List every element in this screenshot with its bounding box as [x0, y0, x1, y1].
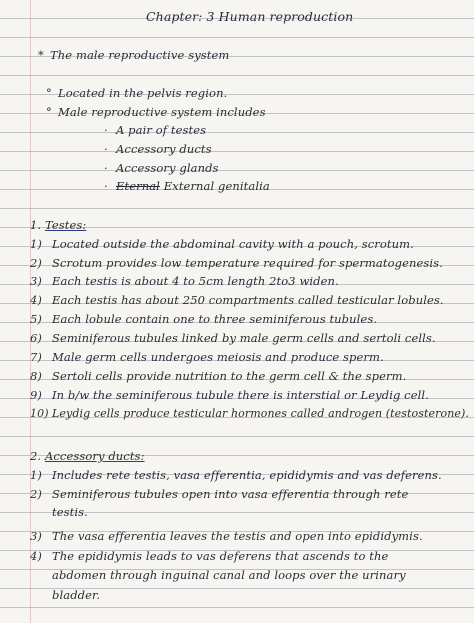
- list-item: 1) Includes rete testis, vasa efferentia, epididymis and vas deferens.: [30, 468, 442, 482]
- intro-line: ° Located in the pelvis region.: [46, 86, 228, 100]
- dot-bullet-icon: ·: [104, 123, 108, 137]
- list-item-continuation: testis.: [52, 505, 88, 519]
- list-item: 8) Sertoli cells provide nutrition to the germ cell & the sperm.: [30, 369, 407, 383]
- list-item: 10) Leydig cells produce testicular hormones called androgen (testosterone).: [30, 407, 469, 420]
- star-bullet-icon: *: [38, 48, 44, 62]
- list-item: · Accessory glands: [104, 161, 219, 175]
- circle-bullet-icon: °: [46, 86, 52, 100]
- list-item: · Eternal External genitalia: [104, 179, 270, 193]
- section-heading-accessory: 2. Accessory ducts:: [30, 449, 145, 463]
- dot-bullet-icon: ·: [104, 179, 108, 193]
- list-item: 2) Scrotum provides low temperature required for spermatogenesis.: [30, 256, 443, 270]
- section-heading-testes: 1. Testes:: [30, 218, 87, 232]
- list-item: 3) The vasa efferentia leaves the testis and open into epididymis.: [30, 529, 423, 543]
- dot-bullet-icon: ·: [104, 161, 108, 175]
- dot-bullet-icon: ·: [104, 142, 108, 156]
- list-item-continuation: bladder.: [52, 588, 101, 602]
- circle-bullet-icon: °: [46, 105, 52, 119]
- list-item-continuation: abdomen through inguinal canal and loops over the urinary: [52, 568, 406, 582]
- page-title: Chapter: 3 Human reproduction: [146, 9, 354, 24]
- list-item: 2) Seminiferous tubules open into vasa efferentia through rete: [30, 487, 409, 501]
- list-item: 6) Seminiferous tubules linked by male germ cells and sertoli cells.: [30, 331, 436, 345]
- list-item: 1) Located outside the abdominal cavity with a pouch, scrotum.: [30, 237, 414, 251]
- list-item: 5) Each lobule contain one to three seminiferous tubules.: [30, 312, 378, 326]
- list-item: · Accessory ducts: [104, 142, 212, 156]
- list-item: 9) In b/w the seminiferous tubule there is interstial or Leydig cell.: [30, 388, 429, 402]
- list-item: 4) Each testis has about 250 compartments called testicular lobules.: [30, 293, 444, 307]
- list-item: 7) Male germ cells undergoes meiosis and produce sperm.: [30, 350, 384, 364]
- section-heading-male: * The male reproductive system: [38, 48, 230, 62]
- list-item: · A pair of testes: [104, 123, 207, 137]
- list-item: 3) Each testis is about 4 to 5cm length 2to3 widen.: [30, 274, 339, 288]
- intro-line: ° Male reproductive system includes: [46, 105, 266, 119]
- struck-word: Eternal: [116, 179, 160, 193]
- list-item: 4) The epididymis leads to vas deferens that ascends to the: [30, 549, 389, 563]
